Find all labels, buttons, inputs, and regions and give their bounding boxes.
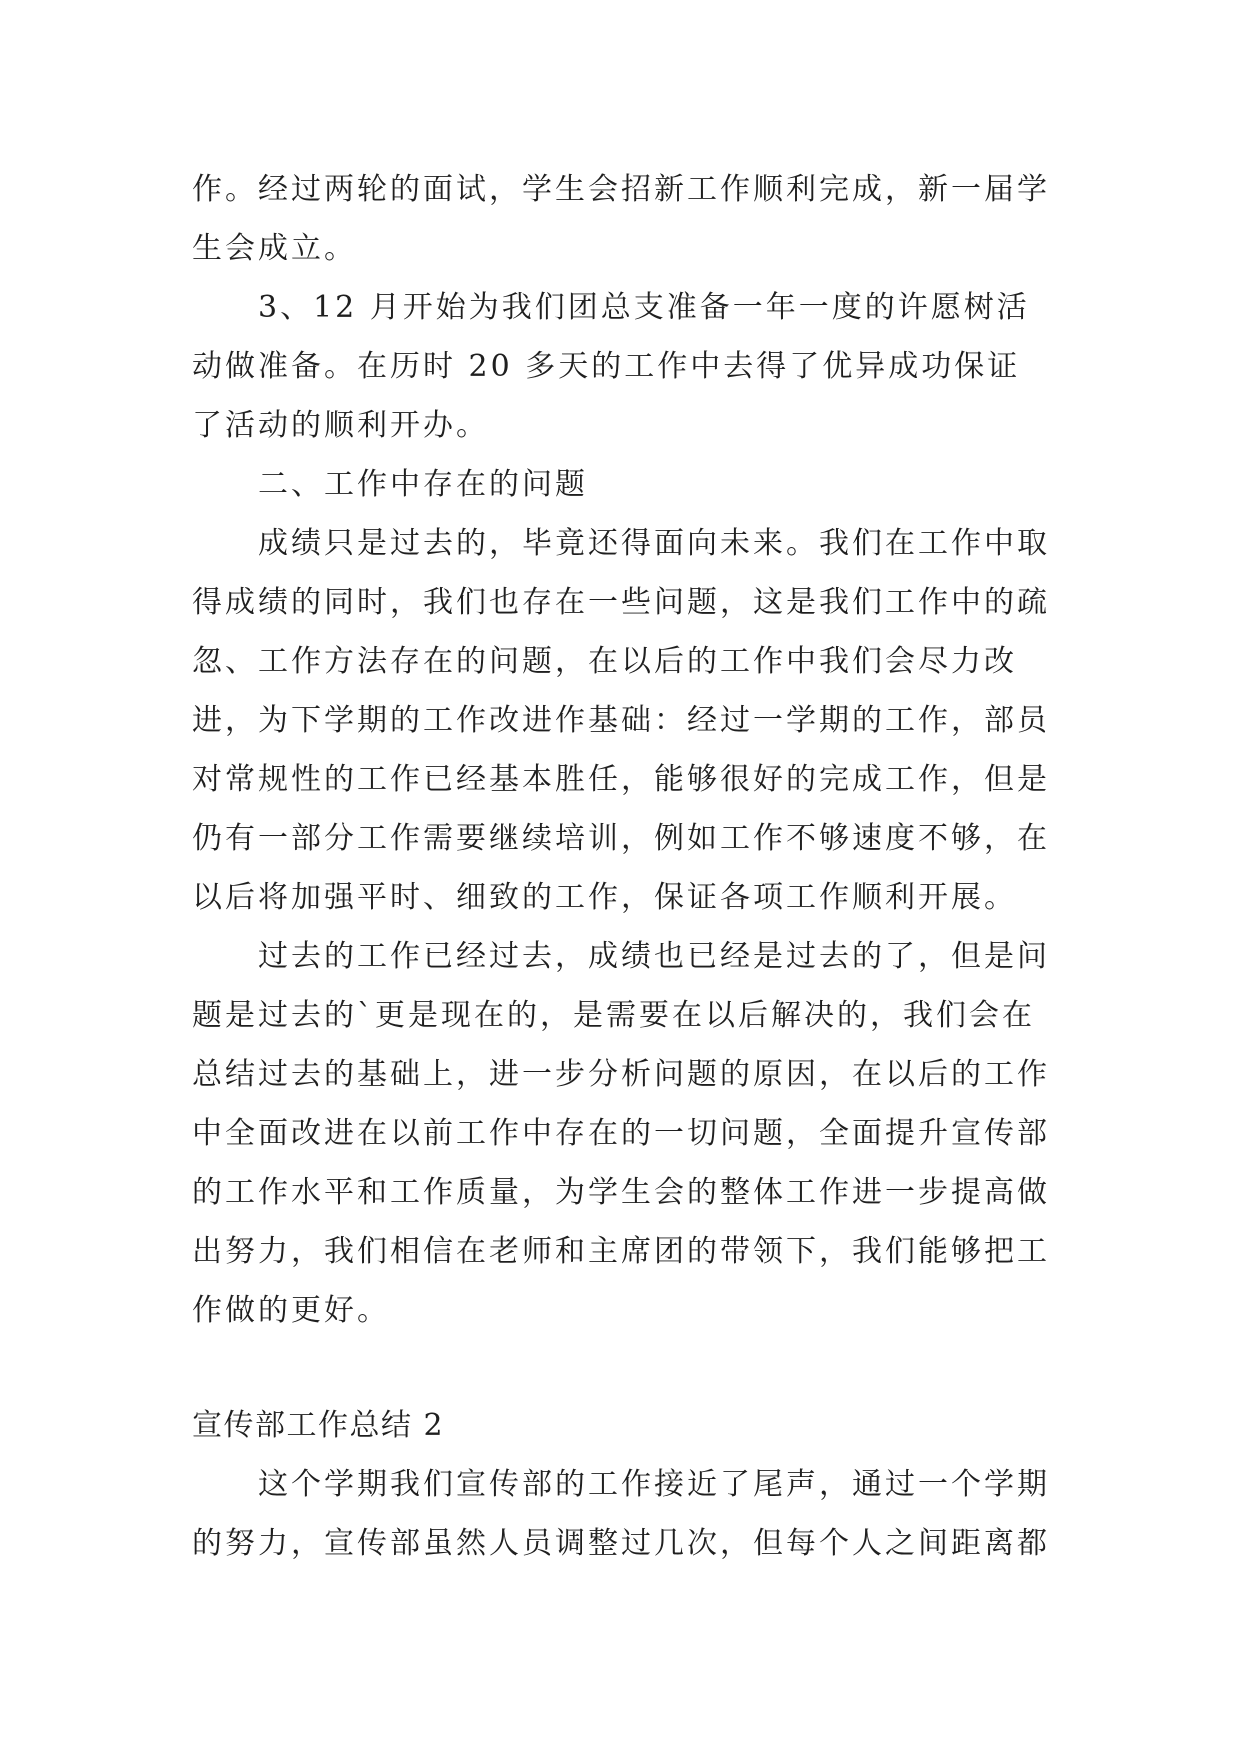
paragraph-conclusion: 过去的工作已经过去，成绩也已经是过去的了，但是问题是过去的`更是现在的，是需要在以后解决的，我们会在总结过去的基础上，进一步分析问题的原因，在以后的工作中全面改进在以前工作中存在的一切问题，全面提升宣传部的工作水平和工作质量，为学生会的整体工作进一步提高做出努力，我们相信在老师和主席团的带领下，我们能够把工作做的更好。 — [192, 939, 1050, 1328]
paragraph-problems-detail: 成绩只是过去的，毕竟还得面向未来。我们在工作中取得成绩的同时，我们也存在一些问题，这是我们工作中的疏忽、工作方法存在的问题，在以后的工作中我们会尽力改进，为下学期的工作改进作基础：经过一学期的工作，部员对常规性的工作已经基本胜任，能够很好的完成工作，但是仍有一部分工作需要继续培训，例如工作不够速度不够，在以后将加强平时、细致的工作，保证各项工作顺利开展。 — [192, 526, 1050, 915]
paragraph-section-2-intro: 这个学期我们宣传部的工作接近了尾声，通过一个学期的努力，宣传部虽然人员调整过几次，但每个人之间距离都 — [192, 1467, 1050, 1561]
document-body — [192, 160, 1052, 1573]
paragraph-item-3: 3、12 月开始为我们团总支准备一年一度的许愿树活动做准备。在历时 20 多天的工作中去得了优异成功保证了活动的顺利开办。 — [192, 290, 1030, 443]
section-title: 宣传部工作总结 2 — [192, 1408, 445, 1443]
heading-problems: 二、工作中存在的问题 — [258, 467, 588, 502]
paragraph-continuation: 作。经过两轮的面试，学生会招新工作顺利完成，新一届学生会成立。 — [192, 172, 1050, 266]
